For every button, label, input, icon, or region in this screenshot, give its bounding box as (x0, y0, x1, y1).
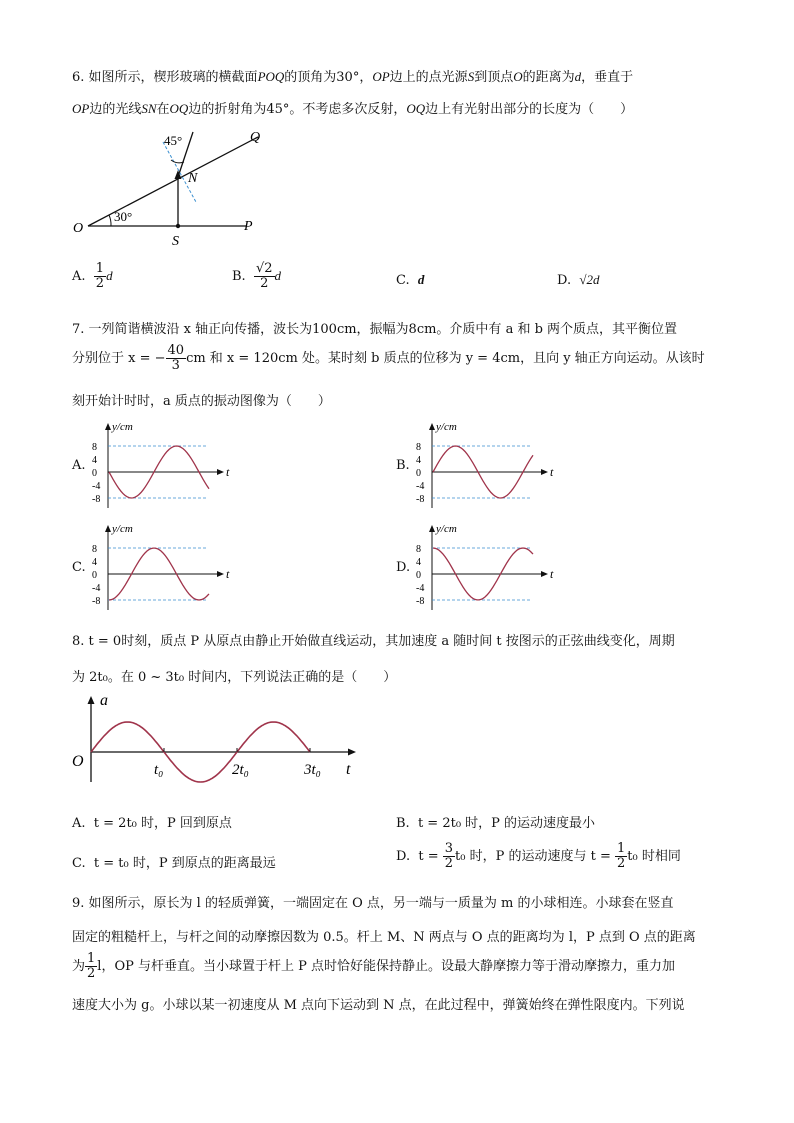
q7-graph-c (84, 522, 244, 614)
label-s: S (172, 234, 179, 249)
q9-line3: 为 $\frac{1}{2}$ l，OP 与杆垂直。当小球置于杆上 P 点时恰好能保持静止。设最大静摩擦力等于滑动摩擦力，重力加 (72, 951, 676, 981)
angle-45-label: 45° (164, 133, 183, 148)
q7-line1: 7. 一列简谐横波沿 x 轴正向传播，波长为100cm，振幅为8cm。介质中有 a 和 b 两个质点，其平衡位置 (72, 322, 678, 337)
point-s (176, 224, 180, 228)
q7-tick-label: 0 (92, 570, 97, 581)
q7-tick-label: 8 (416, 544, 421, 555)
q7-tick-label: 4 (92, 455, 97, 466)
q7-option-b-label[interactable]: B. (396, 458, 410, 473)
q7-line2: 分别位于 x = − $\frac{40}{3}$ cm 和 x = 120cm 处。某时刻 b 质点的位移为 y = 4cm，且向 y 轴正方向运动。从该时 (72, 343, 705, 373)
q6-option-d[interactable]: D. √2d (557, 272, 600, 288)
axis-t-label: t (346, 761, 351, 778)
q7-option-d-label[interactable]: D. (396, 560, 411, 575)
q9-line2: 固定的粗糙杆上，与杆之间的动摩擦因数为 0.5。杆上 M、N 两点与 O 点的距离均为 l，P 点到 O 点的距离 (72, 930, 696, 945)
q7-tick-label: 0 (92, 468, 97, 479)
q8-line1: 8. t = 0时刻，质点 P 从原点由静止开始做直线运动，其加速度 a 随时间 t 按图示的正弦曲线变化，周期 (72, 634, 675, 649)
q7-tick-label: 4 (416, 557, 421, 568)
q7-graph-d (408, 522, 568, 614)
q9-line4: 速度大小为 g。小球以某一初速度从 M 点向下运动到 N 点，在此过程中，弹簧始终在弹性限度内。下列说 (72, 998, 685, 1013)
q7-y-axis-label: y/cm (436, 421, 457, 433)
label-p: P (244, 219, 253, 234)
q6-option-a[interactable]: A. $\frac{1}{2}$ d (72, 261, 113, 291)
q7-tick-label: 4 (92, 557, 97, 568)
q7-tick-label: -8 (416, 494, 425, 505)
q7-option-a-label[interactable]: A. (72, 458, 86, 473)
q7-y-axis-label: y/cm (436, 523, 457, 535)
q7-t-axis-label: t (226, 567, 230, 581)
q7-graph-a (84, 420, 244, 512)
3t0-label: 3t₀ (304, 762, 321, 778)
q7-tick-label: 0 (416, 468, 421, 479)
q7-tick-label: -8 (92, 494, 101, 505)
q7-tick-label: -4 (416, 481, 425, 492)
axis-a-label: a (100, 692, 108, 709)
label-o: O (73, 221, 84, 236)
q7-tick-label: -8 (92, 596, 101, 607)
2t0-label: 2t₀ (232, 762, 249, 778)
q7-tick-label: 4 (416, 455, 421, 466)
q7-line3: 刻开始计时时，a 质点的振动图像为（ ） (72, 394, 331, 409)
q7-tick-label: 0 (416, 570, 421, 581)
q8-option-a[interactable]: A. t = 2t₀ 时，P 回到原点 (72, 816, 232, 831)
q7-t-axis-label: t (550, 465, 554, 479)
q7-t-axis-label: t (226, 465, 230, 479)
t0-label: t₀ (154, 762, 164, 778)
q6-option-b[interactable]: B. $\frac{√2}{2}$ d (232, 261, 282, 291)
q6-line2: OP边的光线SN在OQ边的折射角为45°。不考虑多次反射，OQ边上有光射出部分的长度为（ ） (72, 101, 634, 117)
q7-tick-label: -8 (416, 596, 425, 607)
q7-graph-b (408, 420, 568, 512)
q7-tick-label: 8 (92, 544, 97, 555)
q6-figure (66, 124, 276, 252)
q7-tick-label: -4 (92, 481, 101, 492)
q8-figure (66, 690, 366, 790)
q7-y-axis-label: y/cm (112, 421, 133, 433)
q7-y-axis-label: y/cm (112, 523, 133, 535)
q9-line1: 9. 如图所示，原长为 l 的轻质弹簧，一端固定在 O 点，另一端与一质量为 m 的小球相连。小球套在竖直 (72, 896, 674, 911)
q8-line2: 为 2t₀。在 0 ~ 3t₀ 时间内，下列说法正确的是（ ） (72, 670, 397, 685)
q7-option-c-label[interactable]: C. (72, 560, 86, 575)
q8-option-b[interactable]: B. t = 2t₀ 时，P 的运动速度最小 (396, 816, 596, 831)
q7-tick-label: -4 (92, 583, 101, 594)
q7-tick-label: 8 (416, 442, 421, 453)
q7-tick-label: -4 (416, 583, 425, 594)
q6-option-c[interactable]: C. d (396, 272, 425, 288)
label-n: N (188, 171, 198, 186)
q7-tick-label: 8 (92, 442, 97, 453)
label-q: Q (250, 130, 261, 145)
q7-t-axis-label: t (550, 567, 554, 581)
angle-30-label: 30° (114, 209, 133, 224)
q8-option-d[interactable]: D. t = $\frac{3}{2}$ t₀ 时，P 的运动速度与 t = $\frac{1}{2}$ t₀ 时相同 (396, 841, 681, 871)
origin-label: O (72, 753, 84, 770)
q8-option-c[interactable]: C. t = t₀ 时，P 到原点的距离最远 (72, 856, 276, 871)
q6-line1: 6. 如图所示，楔形玻璃的横截面POQ的顶角为30°，OP边上的点光源S到顶点O的距离为d，垂直于 (72, 69, 634, 85)
